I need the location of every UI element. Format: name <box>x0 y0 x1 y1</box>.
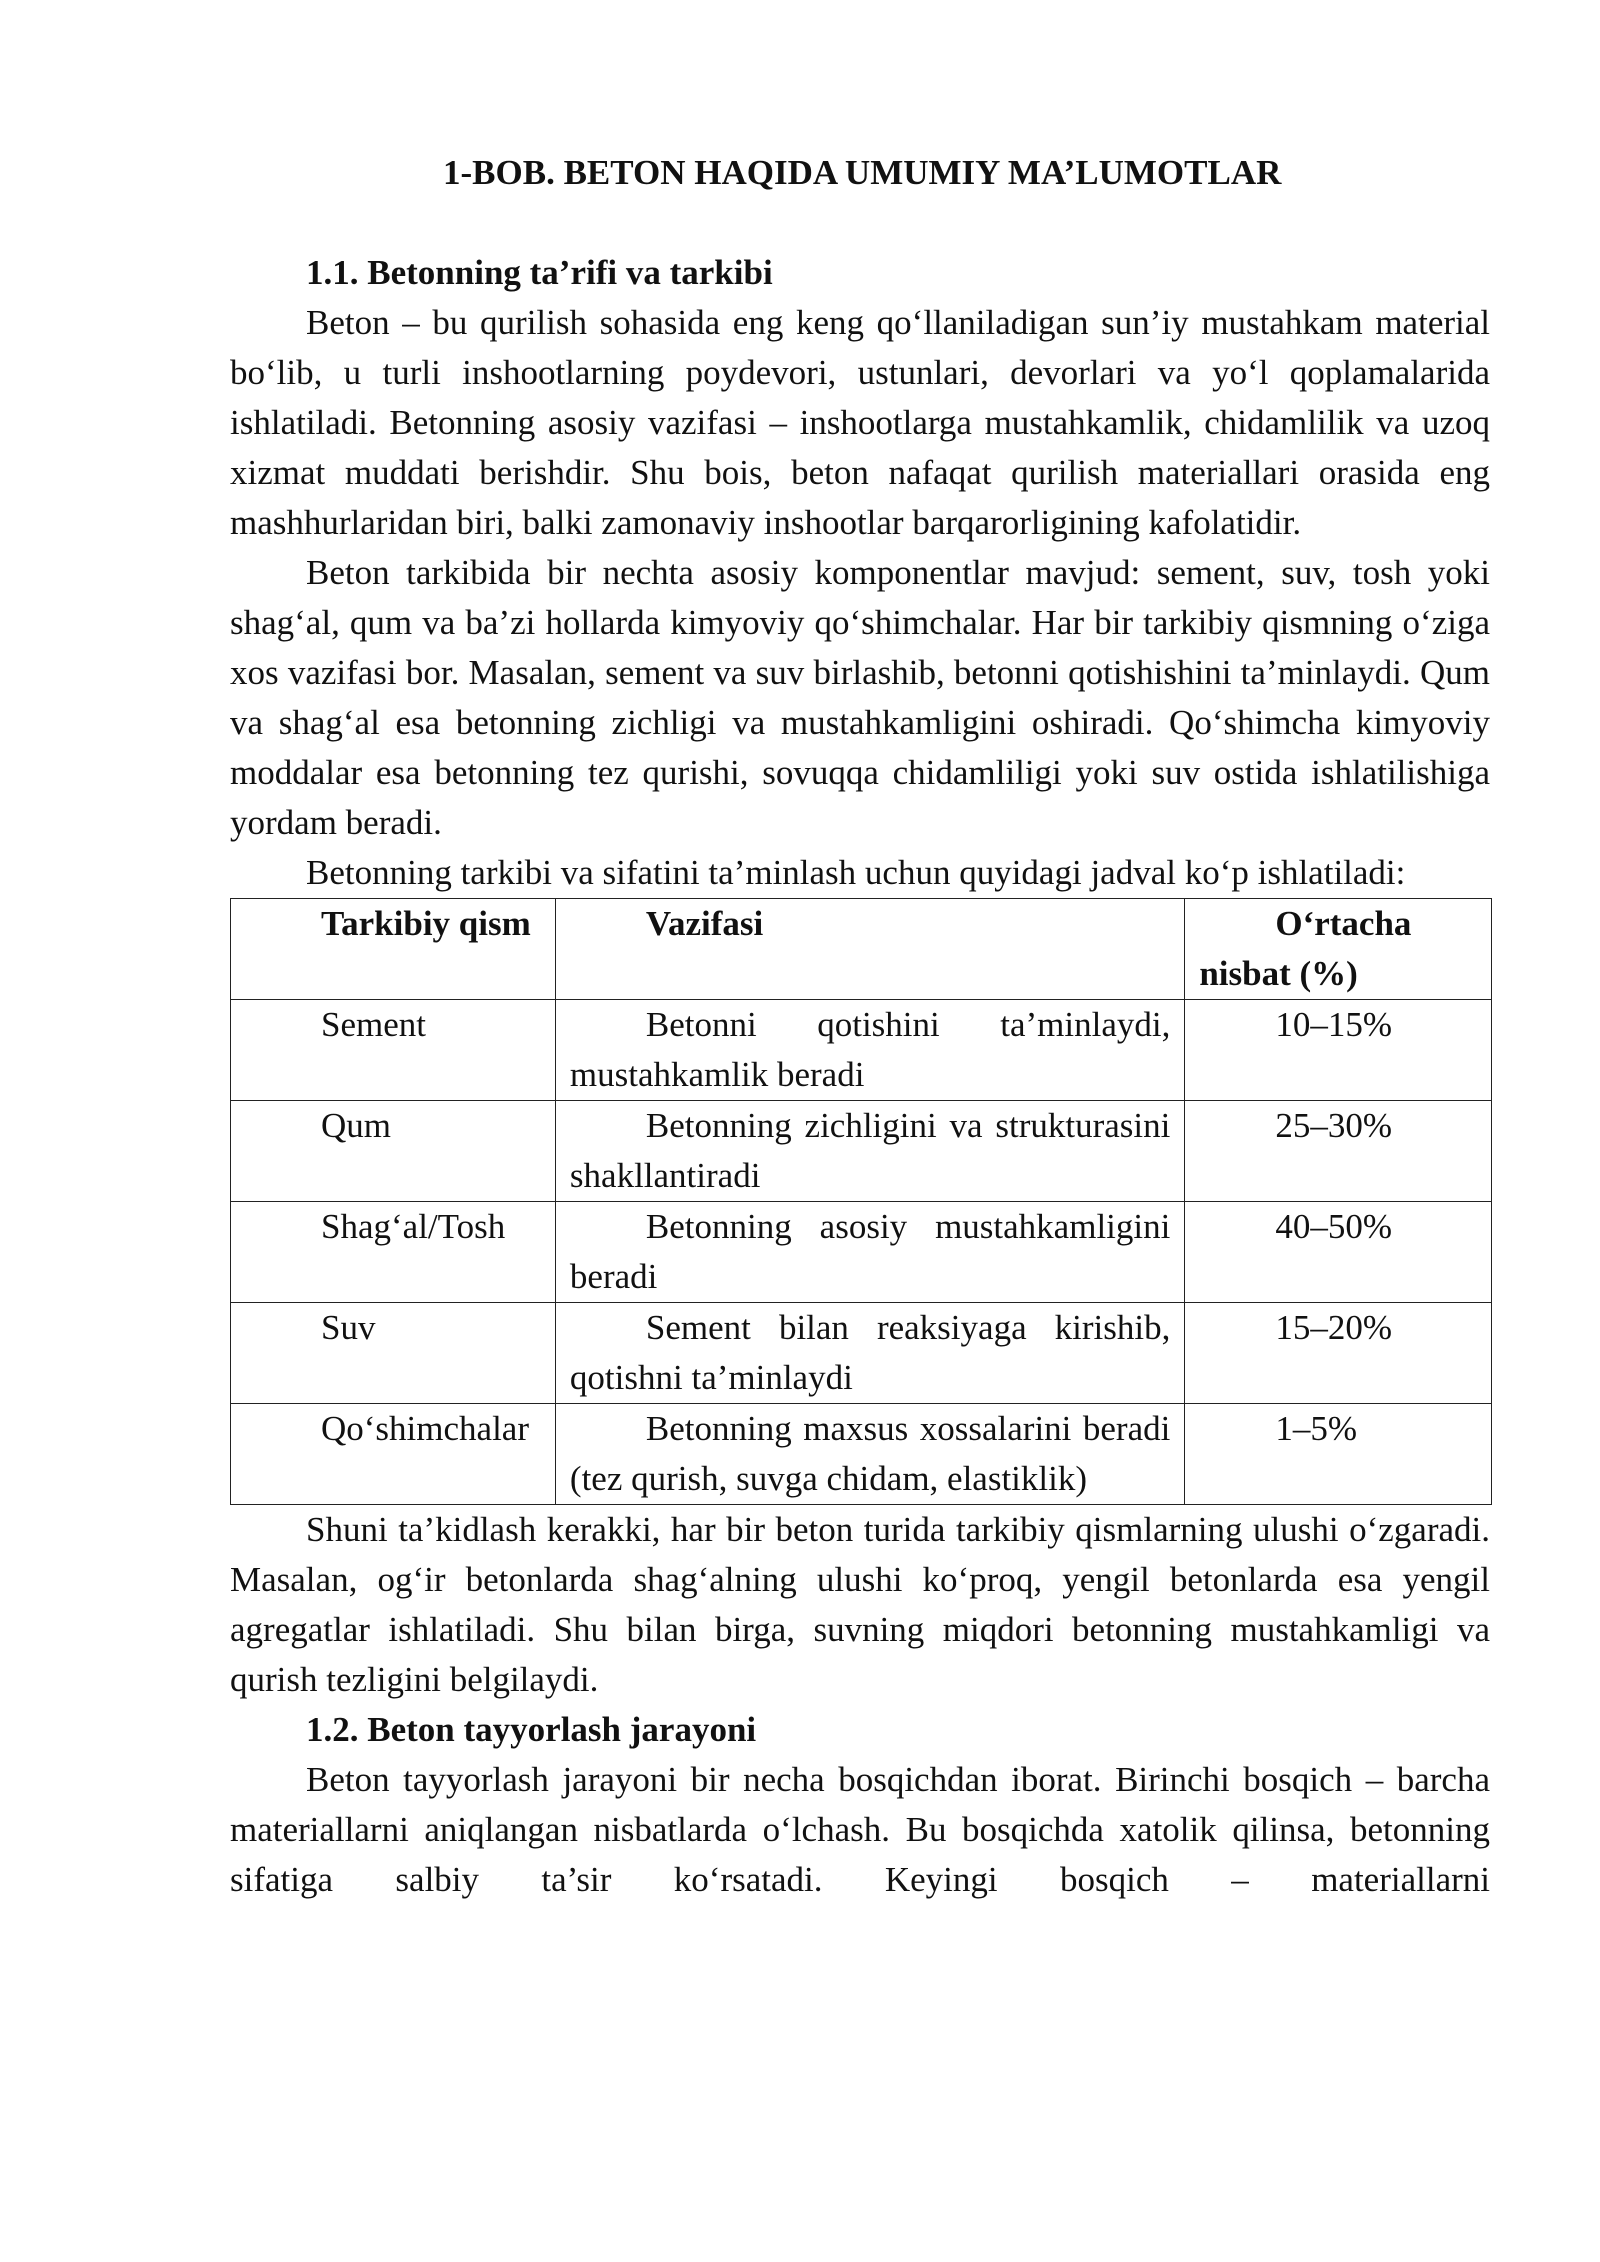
section-title-1-2: 1.2. Beton tayyorlash jarayoni <box>306 1710 757 1749</box>
table-header-function: Vazifasi <box>555 899 1184 1000</box>
table-cell-ratio: 15–20% <box>1185 1303 1492 1404</box>
table-cell-component: Suv <box>231 1303 556 1404</box>
table-cell-function: Sement bilan reaksiyaga kirishib, qotishni ta’minlaydi <box>555 1303 1184 1404</box>
section-title-1-1: 1.1. Betonning ta’rifi va tarkibi <box>306 253 773 292</box>
table-cell-ratio: 1–5% <box>1185 1404 1492 1505</box>
chapter-title: 1-BOB. BETON HAQIDA UMUMIY MA’LUMOTLAR <box>443 153 1282 192</box>
table-header-ratio: O‘rtacha nisbat (%) <box>1185 899 1492 1000</box>
table-row <box>231 1101 1492 1202</box>
table-cell-function: Betonni qotishini ta’minlaydi, mustahkamlik beradi <box>555 1000 1184 1101</box>
paragraph-definition: Beton – bu qurilish sohasida eng keng qo‘llaniladigan sun’iy mustahkam material bo‘lib, u turli inshootlarning poydevori, ustunlari, devorlari va yo‘l qoplamalarida ishlatiladi. Betonning asosiy vazifasi – inshootlarga mustahkamlik, chidamlilik va uzoq xizmat muddati berishdir. Shu bois, beton nafaqat qurilish materiallari orasida eng mashhurlaridan biri, balki zamonaviy inshootlar barqarorligining kafolatidir. <box>230 303 1490 542</box>
table-row <box>231 1404 1492 1505</box>
paragraph-preparation: Beton tayyorlash jarayoni bir necha bosqichdan iborat. Birinchi bosqich – barcha materiallarni aniqlangan nisbatlarda o‘lchash. Bu bosqichda xatolik qilinsa, betonning sifatiga salbiy ta’sir ko‘rsatadi. Keyingi bosqich – materiallarni <box>230 1760 1490 1899</box>
document-page <box>230 148 1490 1905</box>
table-cell-component: Qum <box>231 1101 556 1202</box>
table-cell-ratio: 40–50% <box>1185 1202 1492 1303</box>
table-cell-component: Qo‘shimchalar <box>231 1404 556 1505</box>
table-cell-function: Betonning asosiy mustahkamligini beradi <box>555 1202 1184 1303</box>
table-cell-function: Betonning maxsus xossalarini beradi (tez qurish, suvga chidam, elastiklik) <box>555 1404 1184 1505</box>
table-cell-function: Betonning zichligini va strukturasini shakllantiradi <box>555 1101 1184 1202</box>
paragraph-table-intro: Betonning tarkibi va sifatini ta’minlash uchun quyidagi jadval ko‘p ishlatiladi: <box>306 853 1406 892</box>
composition-table <box>230 898 1492 1505</box>
table-header-row <box>231 899 1492 1000</box>
table-cell-ratio: 10–15% <box>1185 1000 1492 1101</box>
paragraph-after-table: Shuni ta’kidlash kerakki, har bir beton turida tarkibiy qismlarning ulushi o‘zgaradi. Masalan, og‘ir betonlarda shag‘alning ulushi ko‘proq, yengil betonlarda esa yengil agregatlar ishlatiladi. Shu bilan birga, suvning miqdori betonning mustahkamligi va qurish tezligini belgilaydi. <box>230 1510 1490 1699</box>
table-row <box>231 1000 1492 1101</box>
paragraph-components: Beton tarkibida bir nechta asosiy komponentlar mavjud: sement, suv, tosh yoki shag‘al, qum va ba’zi hollarda kimyoviy qo‘shimchalar. Har bir tarkibiy qismning o‘ziga xos vazifasi bor. Masalan, sement va suv birlashib, betonni qotishishini ta’minlaydi. Qum va shag‘al esa betonning zichligi va mustahkamligini oshiradi. Qo‘shimcha kimyoviy moddalar esa betonning tez qurishi, sovuqqa chidamliligi yoki suv ostida ishlatilishiga yordam beradi. <box>230 553 1490 842</box>
table-cell-ratio: 25–30% <box>1185 1101 1492 1202</box>
table-row <box>231 1303 1492 1404</box>
table-row <box>231 1202 1492 1303</box>
table-cell-component: Sement <box>231 1000 556 1101</box>
table-header-component: Tarkibiy qism <box>231 899 556 1000</box>
table-cell-component: Shag‘al/Tosh <box>231 1202 556 1303</box>
